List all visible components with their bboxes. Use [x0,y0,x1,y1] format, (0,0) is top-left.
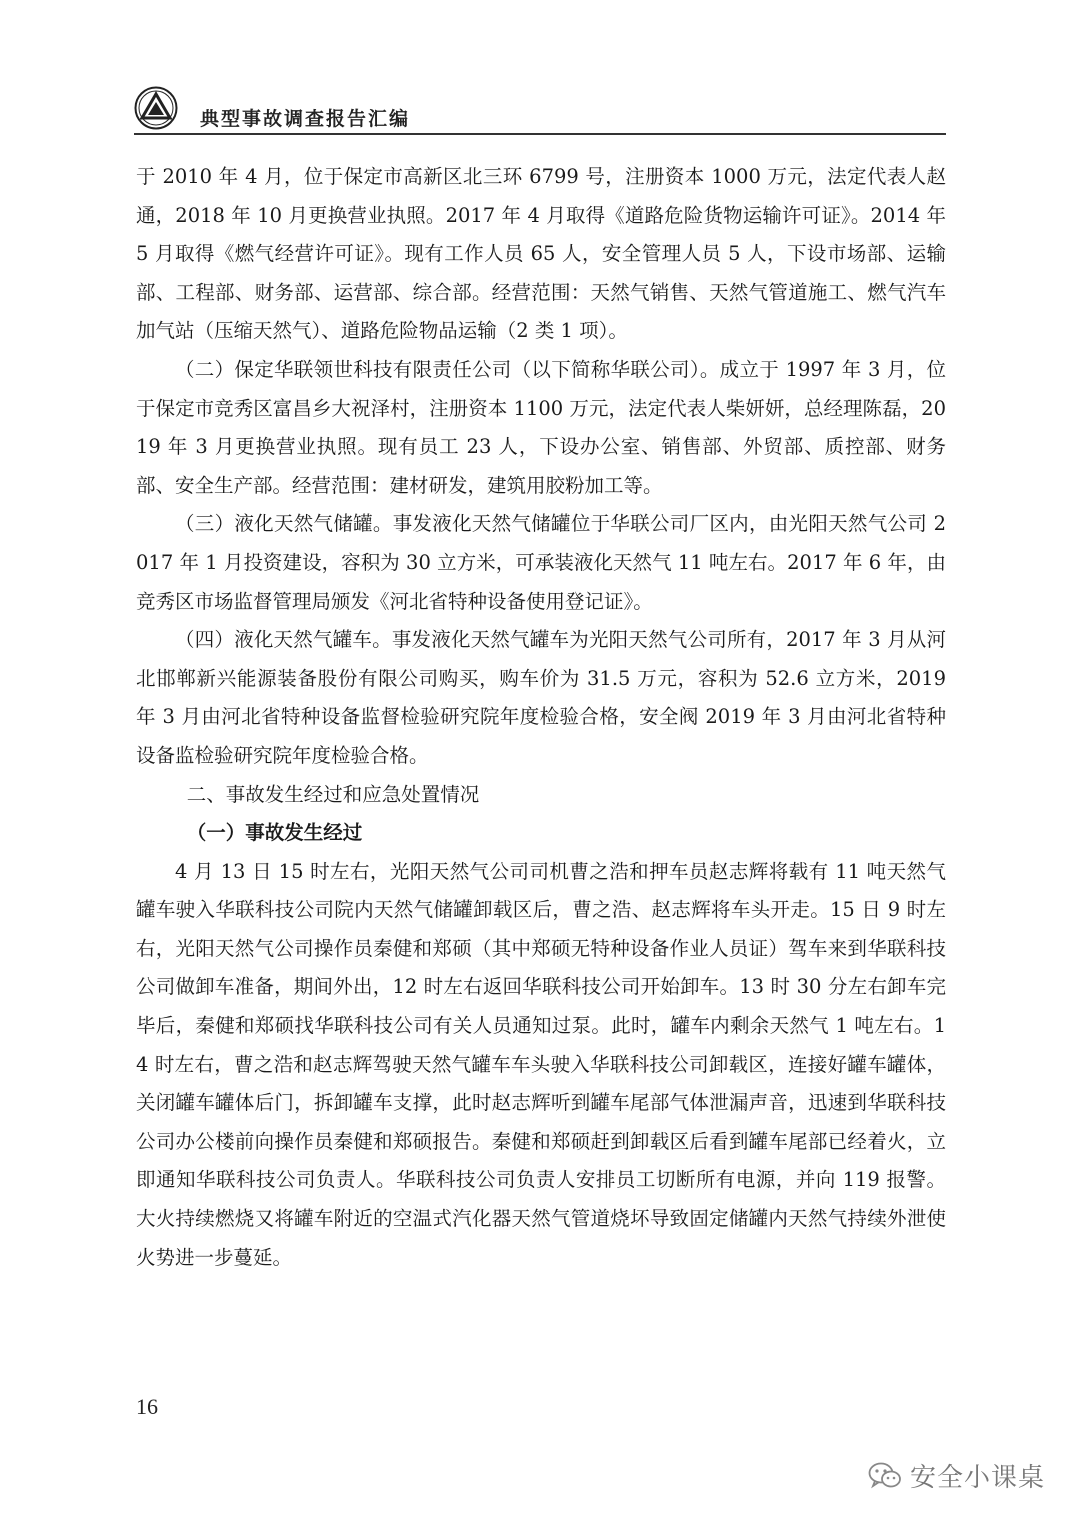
page-title: 典型事故调查报告汇编 [200,108,411,130]
wechat-icon [868,1461,902,1489]
section-heading: 二、事故发生经过和应急处置情况 [186,782,480,806]
paragraph-company-2: （二）保定华联领世科技有限责任公司（以下简称华联公司）。成立于 1997 年 3 月，位于保定市竞秀区富昌乡大祝泽村，注册资本 1100 万元，法定代表人柴妍妍，总经理陈磊，2019 年 3 月更换营业执照。现有员工 23 人，下设办公室、销售部、外贸部、质控部、财务部、安全生产部。经营范围：建材研发，建筑用胶粉加工等。 [136,357,946,497]
subsection-heading: （一）事故发生经过 [186,821,363,845]
page-header [134,86,946,134]
paragraph-storage-tank: （三）液化天然气储罐。事发液化天然气储罐位于华联公司厂区内，由光阳天然气公司 2017 年 1 月投资建设，容积为 30 立方米，可承装液化天然气 11 吨左右。2017 年 6 年，由竞秀区市场监督管理局颁发《河北省特种设备使用登记证》。 [136,512,946,613]
document-body [136,158,946,1277]
paragraph-tanker-truck: （四）液化天然气罐车。事发液化天然气罐车为光阳天然气公司所有，2017 年 3 月从河北邯郸新兴能源装备股份有限公司购买，购车价为 31.5 万元，容积为 52.6 立方米，2019 年 3 月由河北省特种设备监督检验研究院年度检验合格，安全阀 2019 年 3 月由河北省特种设备监检验研究院年度检验合格。 [136,628,946,767]
triangle-emblem-icon [134,86,178,130]
header-divider [134,133,946,135]
watermark [868,1455,1045,1495]
watermark-text: 安全小课桌 [910,1462,1046,1493]
paragraph-accident-process: 4 月 13 日 15 时左右，光阳天然气公司司机曹之浩和押车员赵志辉将载有 11 吨天然气罐车驶入华联科技公司院内天然气储罐卸载区后，曹之浩、赵志辉将车头开走。15 日 9 时左右，光阳天然气公司操作员秦健和郑硕（其中郑硕无特种设备作业人员证）驾车来到华联科技公司做卸车准备，期间外出，12 时左右返回华联科技公司开始卸车。13 时 30 分左右卸车完毕后，秦健和郑硕找华联科技公司有关人员通知过泵。此时，罐车内剩余天然气 1 吨左右。14 时左右，曹之浩和赵志辉驾驶天然气罐车车头驶入华联科技公司卸载区，连接好罐车罐体，关闭罐车罐体后门，拆卸罐车支撑，此时赵志辉听到罐车尾部气体泄漏声音，迅速到华联科技公司办公楼前向操作员秦健和郑硕报告。秦健和郑硕赶到卸载区后看到罐车尾部已经着火，立即通知华联科技公司负责人。华联科技公司负责人安排员工切断所有电源，并向 119 报警。大火持续燃烧又将罐车附近的空温式汽化器天然气管道烧坏导致固定储罐内天然气持续外泄使火势进一步蔓延。 [136,859,946,1269]
paragraph-company-1: 于 2010 年 4 月，位于保定市高新区北三环 6799 号，注册资本 1000 万元，法定代表人赵通，2018 年 10 月更换营业执照。2017 年 4 月取得《道路危险货物运输许可证》。2014 年 5 月取得《燃气经营许可证》。现有工作人员 65 人，安全管理人员 5 人，下设市场部、运输部、工程部、财务部、运营部、综合部。经营范围：天然气销售、天然气管道施工、燃气汽车加气站（压缩天然气）、道路危险物品运输（2 类 1 项）。 [136,165,946,343]
page-number: 16 [136,1394,158,1419]
